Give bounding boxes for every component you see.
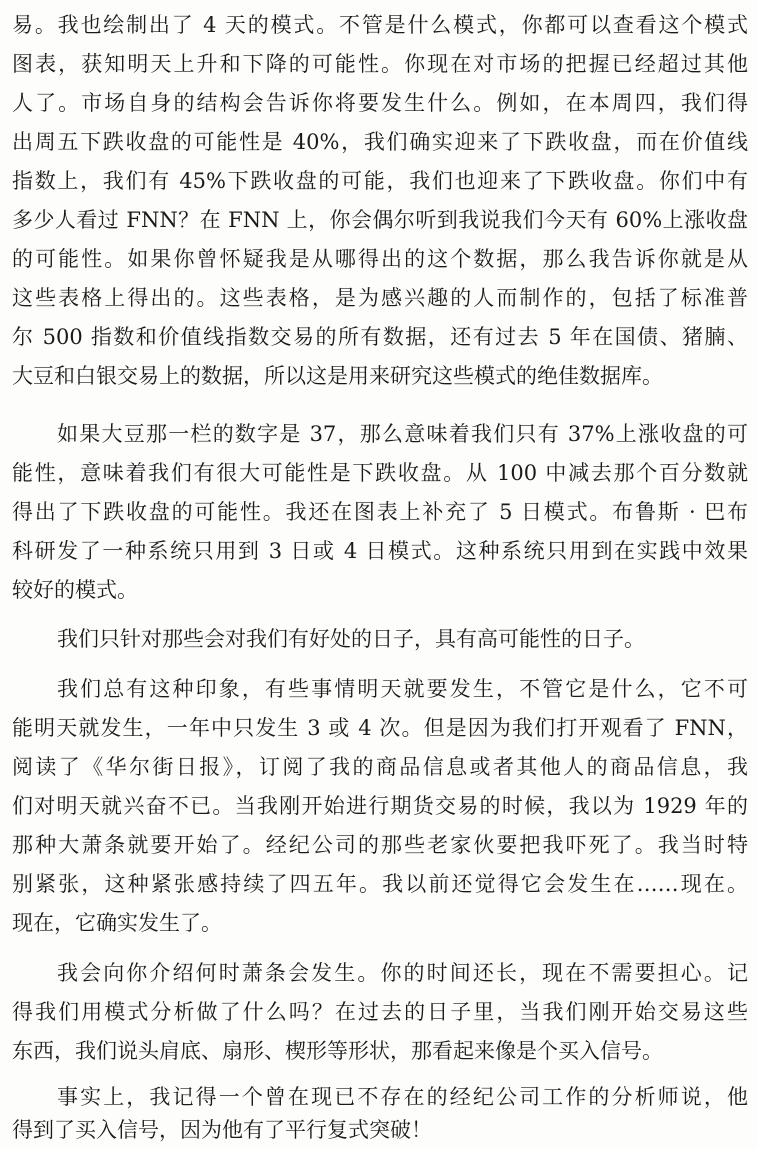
text-line: 事实上，我记得一个曾在现已不存在的经纪公司工作的分析师说，他 [57, 1085, 748, 1109]
text-line: 我们总有这种印象，有些事情明天就要发生，不管它是什么，它不可 [57, 677, 748, 701]
text-line: 较好的模式。 [12, 578, 138, 602]
text-line: 阅读了《华尔街日报》，订阅了我的商品信息或者其他人的商品信息，我 [12, 755, 748, 779]
text-line: 尔 500 指数和价值线指数交易的所有数据，还有过去 5 年在国债、猪腩、 [12, 325, 748, 349]
text-line: 科研发了一种系统只用到 3 日或 4 日模式。这种系统只用到在实践中效果 [12, 539, 748, 563]
text-line: 这些表格上得出的。这些表格，是为感兴趣的人而制作的，包括了标准普 [12, 286, 748, 310]
text-line: 人了。市场自身的结构会告诉你将要发生什么。例如，在本周四，我们得 [12, 91, 748, 115]
text-line: 得出了下跌收盘的可能性。我还在图表上补充了 5 日模式。布鲁斯 · 巴布 [12, 500, 748, 524]
text-line: 那种大萧条就要开始了。经纪公司的那些老家伙要把我吓死了。我当时特 [12, 833, 748, 857]
text-line: 指数上，我们有 45%下跌收盘的可能，我们也迎来了下跌收盘。你们中有 [12, 169, 748, 193]
text-line: 现在，它确实发生了。 [12, 911, 222, 935]
text-line: 能明天就发生，一年中只发生 3 或 4 次。但是因为我们打开观看了 FNN， [12, 716, 748, 740]
text-line: 出周五下跌收盘的可能性是 40%，我们确实迎来了下跌收盘，而在价值线 [12, 130, 748, 154]
text-line: 东西，我们说头肩底、扇形、楔形等形状，那看起来像是个买入信号。 [12, 1039, 663, 1063]
text-line: 如果大豆那一栏的数字是 37，那么意味着我们只有 37%上涨收盘的可 [57, 422, 748, 446]
text-line: 能性，意味着我们有很大可能性是下跌收盘。从 100 中减去那个百分数就 [12, 461, 748, 485]
text-line: 别紧张，这种紧张感持续了四五年。我以前还觉得它会发生在……现在。 [12, 872, 748, 896]
text-line: 得到了买入信号，因为他有了平行复式突破！ [12, 1118, 432, 1142]
text-line: 图表，获知明天上升和下降的可能性。你现在对市场的把握已经超过其他 [12, 52, 748, 76]
text-line: 的可能性。如果你曾怀疑我是从哪得出的这个数据，那么我告诉你就是从 [12, 247, 748, 271]
text-line: 我会向你介绍何时萧条会发生。你的时间还长，现在不需要担心。记 [57, 961, 748, 985]
text-line: 我们只针对那些会对我们有好处的日子，具有高可能性的日子。 [57, 627, 645, 651]
text-line: 大豆和白银交易上的数据，所以这是用来研究这些模式的绝佳数据库。 [12, 364, 663, 388]
text-line: 多少人看过 FNN？在 FNN 上，你会偶尔听到我说我们今天有 60%上涨收盘 [12, 208, 748, 232]
text-line: 得我们用模式分析做了什么吗？在过去的日子里，当我们刚开始交易这些 [12, 1000, 748, 1024]
text-line: 易。我也绘制出了 4 天的模式。不管是什么模式，你都可以查看这个模式 [12, 13, 748, 37]
text-line: 们对明天就兴奋不已。当我刚开始进行期货交易的时候，我以为 1929 年的 [12, 794, 748, 818]
